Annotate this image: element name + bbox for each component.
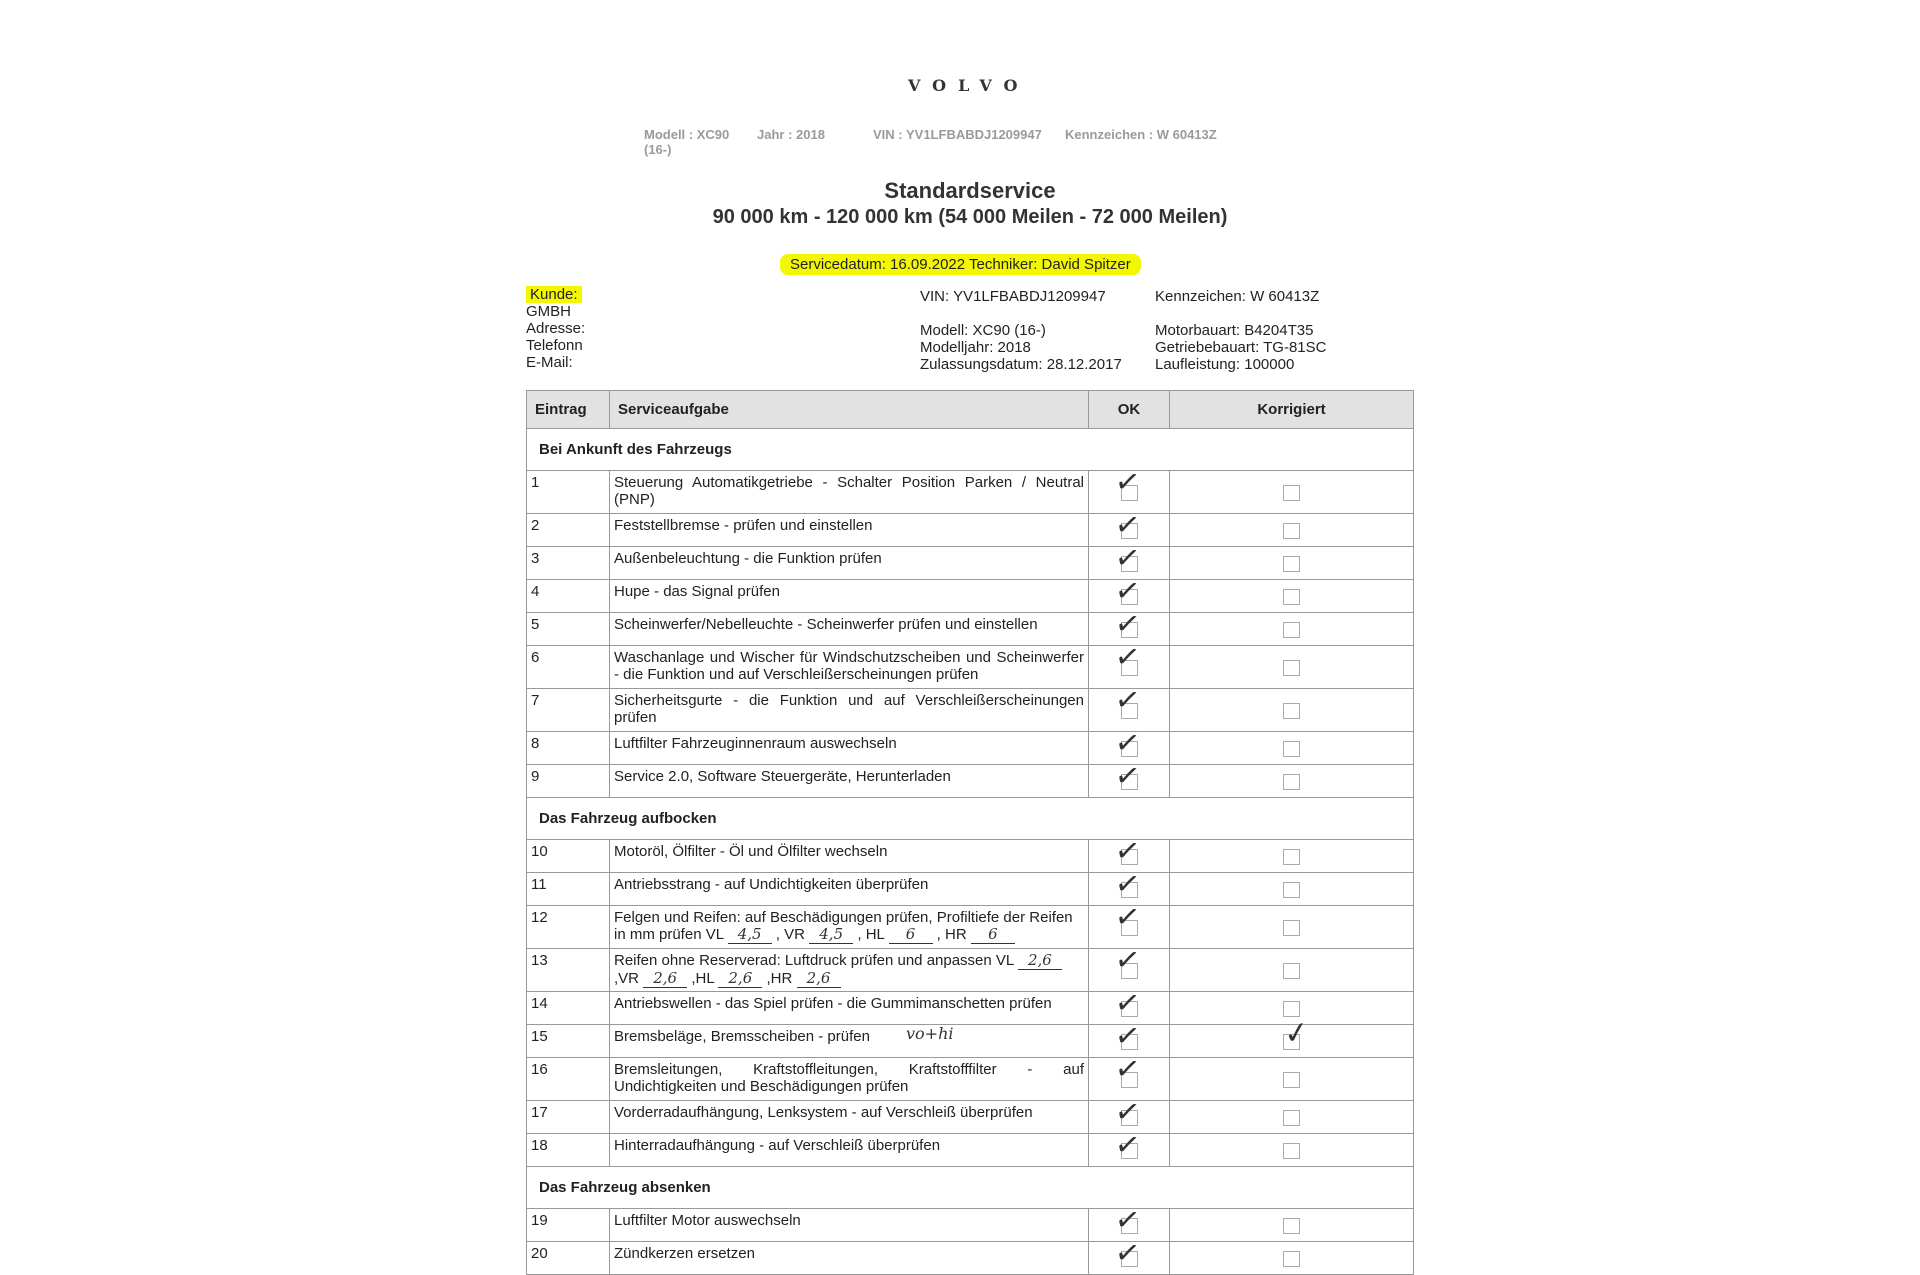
entry-number: 18 bbox=[527, 1134, 610, 1167]
table-row bbox=[527, 471, 1414, 514]
ok-cell bbox=[1089, 757, 1170, 798]
handwritten-value: 2,6 bbox=[797, 970, 841, 988]
task-text-part: Reifen ohne Reserverad: Luftdruck prüfen und anpassen VL bbox=[614, 952, 1014, 969]
task-text: Service 2.0, Software Steuergeräte, Herunterladen bbox=[610, 765, 1089, 798]
handwritten-value: 2,6 bbox=[1018, 952, 1062, 970]
corrected-checkbox[interactable] bbox=[1283, 774, 1300, 790]
ok-checkmark: ✓ bbox=[1112, 605, 1143, 644]
table-header-row bbox=[527, 391, 1414, 429]
ok-checkmark: ✓ bbox=[1112, 724, 1143, 763]
customer-block bbox=[526, 286, 585, 371]
ok-checkmark: ✓ bbox=[1112, 463, 1143, 502]
ok-checkmark: ✓ bbox=[1112, 1126, 1143, 1165]
corrected-cell bbox=[1170, 646, 1414, 689]
entry-number: 17 bbox=[527, 1101, 610, 1134]
task-text: Scheinwerfer/Nebelleuchte - Scheinwerfer prüfen und einstellen bbox=[610, 613, 1089, 646]
meta-vin: VIN : YV1LFBABDJ1209947 bbox=[873, 127, 1042, 142]
handwritten-value: 6 bbox=[971, 926, 1015, 944]
corrected-checkbox[interactable] bbox=[1283, 589, 1300, 605]
handwritten-value: 4,5 bbox=[809, 926, 853, 944]
table-row bbox=[527, 547, 1414, 580]
table-row bbox=[527, 613, 1414, 646]
section-row bbox=[527, 1167, 1414, 1209]
meta-model: Modell : XC90 (16-) bbox=[644, 127, 730, 157]
customer-email: E-Mail: bbox=[526, 354, 573, 371]
table-row bbox=[527, 1242, 1414, 1275]
corrected-checkbox[interactable] bbox=[1283, 1072, 1300, 1088]
corrected-cell bbox=[1170, 689, 1414, 732]
corrected-cell bbox=[1170, 1242, 1414, 1275]
task-text: Luftfilter Fahrzeuginnenraum auswechseln bbox=[610, 732, 1089, 765]
corrected-cell bbox=[1170, 873, 1414, 906]
table-row bbox=[527, 1058, 1414, 1101]
vehicle-engine: Motorbauart: B4204T35 bbox=[1155, 322, 1314, 339]
corrected-checkmark: ✓ bbox=[1281, 1015, 1312, 1052]
task-text: Sicherheitsgurte - die Funktion und auf Verschleißerscheinungen prüfen bbox=[610, 689, 1089, 732]
corrected-cell bbox=[1170, 949, 1414, 992]
ok-checkmark: ✓ bbox=[1112, 539, 1143, 578]
corrected-cell bbox=[1170, 514, 1414, 547]
corrected-cell bbox=[1170, 732, 1414, 765]
section-title: Das Fahrzeug aufbocken bbox=[527, 798, 1414, 840]
ok-checkmark: ✓ bbox=[1112, 757, 1143, 796]
ok-checkmark: ✓ bbox=[1112, 1201, 1143, 1240]
table-row bbox=[527, 873, 1414, 906]
ok-checkmark: ✓ bbox=[1112, 1050, 1143, 1089]
entry-number: 2 bbox=[527, 514, 610, 547]
task-text: Steuerung Automatikgetriebe - Schalter Position Parken / Neutral (PNP) bbox=[610, 471, 1089, 514]
corrected-checkbox[interactable] bbox=[1283, 523, 1300, 539]
task-text bbox=[610, 949, 1089, 992]
ok-checkmark: ✓ bbox=[1112, 1234, 1143, 1273]
col-corrected-header: Korrigiert bbox=[1170, 391, 1414, 429]
task-text: Antriebswellen - das Spiel prüfen - die Gummimanschetten prüfen bbox=[610, 992, 1089, 1025]
task-text-part: , HL bbox=[857, 926, 885, 943]
corrected-checkbox[interactable] bbox=[1283, 485, 1300, 501]
table-row bbox=[527, 765, 1414, 798]
corrected-cell bbox=[1170, 1058, 1414, 1101]
vehicle-model-year: Modelljahr: 2018 bbox=[920, 339, 1031, 356]
corrected-checkbox[interactable] bbox=[1283, 1251, 1300, 1267]
handwritten-value: 4,5 bbox=[728, 926, 772, 944]
task-text: Zündkerzen ersetzen bbox=[610, 1242, 1089, 1275]
entry-number: 10 bbox=[527, 840, 610, 873]
task-text bbox=[610, 906, 1089, 949]
service-date-technician: Servicedatum: 16.09.2022 Techniker: David Spitzer bbox=[780, 254, 1141, 275]
corrected-checkbox[interactable] bbox=[1283, 963, 1300, 979]
entry-number: 1 bbox=[527, 471, 610, 514]
entry-number: 11 bbox=[527, 873, 610, 906]
customer-phone: Telefonn bbox=[526, 337, 583, 354]
corrected-cell bbox=[1170, 840, 1414, 873]
table-row bbox=[527, 992, 1414, 1025]
entry-number: 4 bbox=[527, 580, 610, 613]
ok-checkmark: ✓ bbox=[1112, 1093, 1143, 1132]
corrected-cell bbox=[1170, 1209, 1414, 1242]
handwritten-value: 2,6 bbox=[718, 970, 762, 988]
table-row bbox=[527, 1101, 1414, 1134]
ok-checkmark: ✓ bbox=[1112, 572, 1143, 611]
section-row bbox=[527, 429, 1414, 471]
task-text: Waschanlage und Wischer für Windschutzscheiben und Scheinwerfer - die Funktion und auf Verschleißerscheinungen prüfen bbox=[610, 646, 1089, 689]
ok-cell bbox=[1089, 1126, 1170, 1167]
vehicle-vin: VIN: YV1LFBABDJ1209947 bbox=[920, 288, 1106, 305]
handwritten-value: 6 bbox=[889, 926, 933, 944]
ok-checkmark: ✓ bbox=[1112, 941, 1143, 980]
handwritten-note: vo+hi bbox=[906, 1024, 954, 1043]
task-text-part: , HR bbox=[936, 926, 967, 943]
corrected-cell bbox=[1170, 613, 1414, 646]
task-text: Bremsbeläge, Bremsscheiben - prüfen bbox=[610, 1025, 1089, 1058]
corrected-cell bbox=[1170, 547, 1414, 580]
corrected-checkbox[interactable] bbox=[1283, 622, 1300, 638]
corrected-checkbox[interactable] bbox=[1283, 1110, 1300, 1126]
table-row bbox=[527, 514, 1414, 547]
task-text: Antriebsstrang - auf Undichtigkeiten überprüfen bbox=[610, 873, 1089, 906]
corrected-checkbox[interactable] bbox=[1283, 703, 1300, 719]
task-text: Hupe - das Signal prüfen bbox=[610, 580, 1089, 613]
corrected-checkbox[interactable] bbox=[1283, 741, 1300, 757]
ok-checkmark: ✓ bbox=[1112, 506, 1143, 545]
vehicle-mileage: Laufleistung: 100000 bbox=[1155, 356, 1295, 373]
entry-number: 13 bbox=[527, 949, 610, 992]
task-text: Bremsleitungen, Kraftstoffleitungen, Kraftstofffilter - auf Undichtigkeiten und Beschädigungen prüfen bbox=[610, 1058, 1089, 1101]
page-title: Standardservice bbox=[884, 178, 1056, 203]
corrected-cell bbox=[1170, 580, 1414, 613]
task-text-part: Felgen und Reifen: auf Beschädigungen prüfen, Profiltiefe der Reifen in mm prüfen VL bbox=[614, 909, 1073, 943]
ok-checkmark: ✓ bbox=[1112, 1017, 1143, 1056]
task-text: Vorderradaufhängung, Lenksystem - auf Verschleiß überprüfen bbox=[610, 1101, 1089, 1134]
entry-number: 5 bbox=[527, 613, 610, 646]
task-text: Hinterradaufhängung - auf Verschleiß überprüfen bbox=[610, 1134, 1089, 1167]
section-title: Das Fahrzeug absenken bbox=[527, 1167, 1414, 1209]
entry-number: 8 bbox=[527, 732, 610, 765]
table-row bbox=[527, 1025, 1414, 1058]
task-text-part: ,HR bbox=[766, 970, 793, 987]
entry-number: 20 bbox=[527, 1242, 610, 1275]
ok-checkmark: ✓ bbox=[1112, 832, 1143, 871]
table-row bbox=[527, 689, 1414, 732]
ok-checkmark: ✓ bbox=[1112, 681, 1143, 720]
vehicle-model: Modell: XC90 (16-) bbox=[920, 322, 1046, 339]
entry-number: 7 bbox=[527, 689, 610, 732]
table-row bbox=[527, 580, 1414, 613]
corrected-checkbox[interactable] bbox=[1283, 1218, 1300, 1234]
task-text-part: ,VR bbox=[614, 970, 640, 987]
entry-number: 15 bbox=[527, 1025, 610, 1058]
ok-checkmark: ✓ bbox=[1112, 984, 1143, 1023]
corrected-cell bbox=[1170, 906, 1414, 949]
table-row bbox=[527, 1134, 1414, 1167]
task-text-part: , VR bbox=[775, 926, 806, 943]
table-row bbox=[527, 906, 1414, 949]
task-text: Außenbeleuchtung - die Funktion prüfen bbox=[610, 547, 1089, 580]
vehicle-gearbox: Getriebebauart: TG-81SC bbox=[1155, 339, 1327, 356]
vehicle-registration: Zulassungsdatum: 28.12.2017 bbox=[920, 356, 1122, 373]
section-row bbox=[527, 798, 1414, 840]
customer-label: Kunde: bbox=[526, 286, 582, 303]
corrected-cell bbox=[1170, 471, 1414, 514]
corrected-checkbox[interactable] bbox=[1283, 849, 1300, 865]
corrected-checkbox[interactable] bbox=[1283, 1001, 1300, 1017]
ok-checkmark: ✓ bbox=[1112, 865, 1143, 904]
corrected-cell bbox=[1170, 765, 1414, 798]
meta-year: Jahr : 2018 bbox=[757, 127, 825, 142]
corrected-checkbox[interactable] bbox=[1283, 660, 1300, 676]
customer-address: Adresse: bbox=[526, 320, 586, 337]
corrected-cell bbox=[1170, 1101, 1414, 1134]
task-text: Motoröl, Ölfilter - Öl und Ölfilter wechseln bbox=[610, 840, 1089, 873]
vehicle-plate: Kennzeichen: W 60413Z bbox=[1155, 288, 1320, 305]
entry-number: 12 bbox=[527, 906, 610, 949]
corrected-checkbox[interactable] bbox=[1283, 1143, 1300, 1159]
brand-logo: VOLVO bbox=[908, 76, 1030, 95]
entry-number: 3 bbox=[527, 547, 610, 580]
table-row bbox=[527, 840, 1414, 873]
corrected-checkbox[interactable] bbox=[1283, 882, 1300, 898]
table-row bbox=[527, 732, 1414, 765]
entry-number: 14 bbox=[527, 992, 610, 1025]
entry-number: 6 bbox=[527, 646, 610, 689]
meta-plate: Kennzeichen : W 60413Z bbox=[1065, 127, 1217, 142]
table-row bbox=[527, 1209, 1414, 1242]
table-row bbox=[527, 949, 1414, 992]
col-task-header: Serviceaufgabe bbox=[610, 391, 1089, 429]
entry-number: 16 bbox=[527, 1058, 610, 1101]
ok-checkmark: ✓ bbox=[1112, 638, 1143, 677]
page-subtitle: 90 000 km - 120 000 km (54 000 Meilen - 72 000 Meilen) bbox=[712, 206, 1228, 228]
col-ok-header: OK bbox=[1089, 391, 1170, 429]
section-title: Bei Ankunft des Fahrzeugs bbox=[527, 429, 1414, 471]
task-text: Feststellbremse - prüfen und einstellen bbox=[610, 514, 1089, 547]
corrected-cell bbox=[1170, 1134, 1414, 1167]
customer-company: GMBH bbox=[526, 303, 571, 320]
corrected-checkbox[interactable] bbox=[1283, 556, 1300, 572]
table-row bbox=[527, 646, 1414, 689]
handwritten-value: 2,6 bbox=[643, 970, 687, 988]
ok-checkmark: ✓ bbox=[1112, 898, 1143, 937]
task-text-part: ,HL bbox=[691, 970, 715, 987]
corrected-checkbox[interactable] bbox=[1283, 920, 1300, 936]
col-entry-header: Eintrag bbox=[527, 391, 610, 429]
entry-number: 19 bbox=[527, 1209, 610, 1242]
task-text: Luftfilter Motor auswechseln bbox=[610, 1209, 1089, 1242]
ok-cell bbox=[1089, 1234, 1170, 1275]
entry-number: 9 bbox=[527, 765, 610, 798]
service-table bbox=[526, 390, 1414, 1275]
